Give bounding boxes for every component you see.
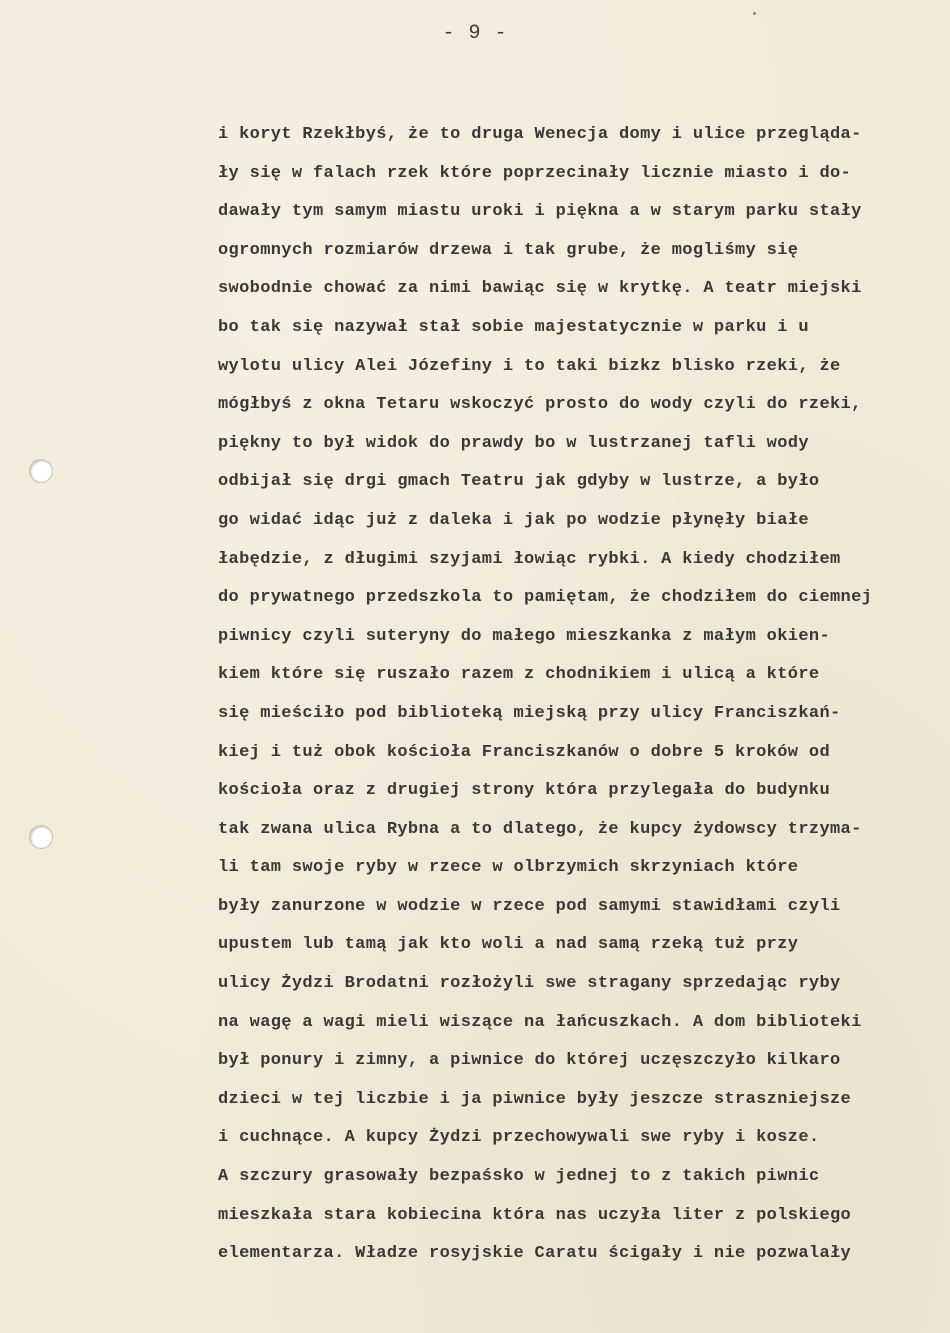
text-line: A szczury grasowały bezpaśsko w jednej to z takich piwnic bbox=[218, 1167, 820, 1187]
text-line: ły się w falach rzek które poprzecinały licznie miasto i do- bbox=[218, 163, 852, 183]
text-line: li tam swoje ryby w rzece w olbrzymich skrzyniach które bbox=[218, 858, 799, 878]
text-line: kościoła oraz z drugiej strony która przylegała do budynku bbox=[218, 781, 830, 801]
text-line: upustem lub tamą jak kto woli a nad samą rzeką tuż przy bbox=[218, 935, 799, 955]
text-line: kiej i tuż obok kościoła Franciszkanów o dobre 5 kroków od bbox=[218, 742, 830, 762]
text-line: do prywatnego przedszkola to pamiętam, że chodziłem do ciemnej bbox=[218, 588, 873, 608]
paper-speck bbox=[753, 12, 756, 15]
text-line: ogromnych rozmiarów drzewa i tak grube, że mogliśmy się bbox=[218, 240, 799, 260]
text-line: wylotu ulicy Alei Józefiny i to taki bizkz blisko rzeki, że bbox=[218, 356, 841, 376]
text-line: i cuchnące. A kupcy Żydzi przechowywali swe ryby i kosze. bbox=[218, 1128, 820, 1148]
text-line: swobodnie chować za nimi bawiąc się w krytkę. A teatr miejski bbox=[218, 279, 862, 299]
text-line: piwnicy czyli suteryny do małego mieszkanka z małym okien- bbox=[218, 626, 830, 646]
text-line: mieszkała stara kobiecina która nas uczyła liter z polskiego bbox=[218, 1205, 852, 1225]
text-line: bo tak się nazywał stał sobie majestatycznie w parku i u bbox=[218, 317, 809, 337]
text-line: ulicy Żydzi Brodatni rozłożyli swe stragany sprzedając ryby bbox=[218, 974, 841, 994]
text-line: były zanurzone w wodzie w rzece pod samymi stawidłami czyli bbox=[218, 896, 841, 916]
text-line: elementarza. Władze rosyjskie Caratu ścigały i nie pozwalały bbox=[218, 1244, 852, 1264]
text-line: kiem które się ruszało razem z chodnikiem i ulicą a które bbox=[218, 665, 820, 685]
text-line: go widać idąc już z daleka i jak po wodzie płynęły białe bbox=[218, 510, 809, 530]
punch-hole-top bbox=[30, 460, 52, 482]
text-line: był ponury i zimny, a piwnice do której uczęszczyło kilkaro bbox=[218, 1051, 841, 1071]
text-line: dzieci w tej liczbie i ja piwnice były jeszcze straszniejsze bbox=[218, 1089, 852, 1109]
text-line: dawały tym samym miastu uroki i piękna a w starym parku stały bbox=[218, 202, 862, 222]
text-line: i koryt Rzekłbyś, że to druga Wenecja domy i ulice przegląda- bbox=[218, 125, 862, 144]
page-number: - 9 - bbox=[442, 22, 508, 45]
text-line: na wagę a wagi mieli wiszące na łańcuszkach. A dom biblioteki bbox=[218, 1012, 862, 1032]
text-line: się mieściło pod biblioteką miejską przy ulicy Franciszkań- bbox=[218, 703, 841, 723]
text-line: mógłbyś z okna Tetaru wskoczyć prosto do wody czyli do rzeki, bbox=[218, 395, 862, 415]
text-line: odbijał się drgi gmach Teatru jak gdyby w lustrze, a było bbox=[218, 472, 820, 492]
text-line: łabędzie, z długimi szyjami łowiąc rybki. A kiedy chodziłem bbox=[218, 549, 841, 569]
text-line: piękny to był widok do prawdy bo w lustrzanej tafli wody bbox=[218, 433, 809, 453]
punch-hole-bottom bbox=[30, 826, 52, 848]
typewritten-text bbox=[218, 116, 938, 1274]
text-line: tak zwana ulica Rybna a to dlatego, że kupcy żydowscy trzyma- bbox=[218, 819, 862, 839]
